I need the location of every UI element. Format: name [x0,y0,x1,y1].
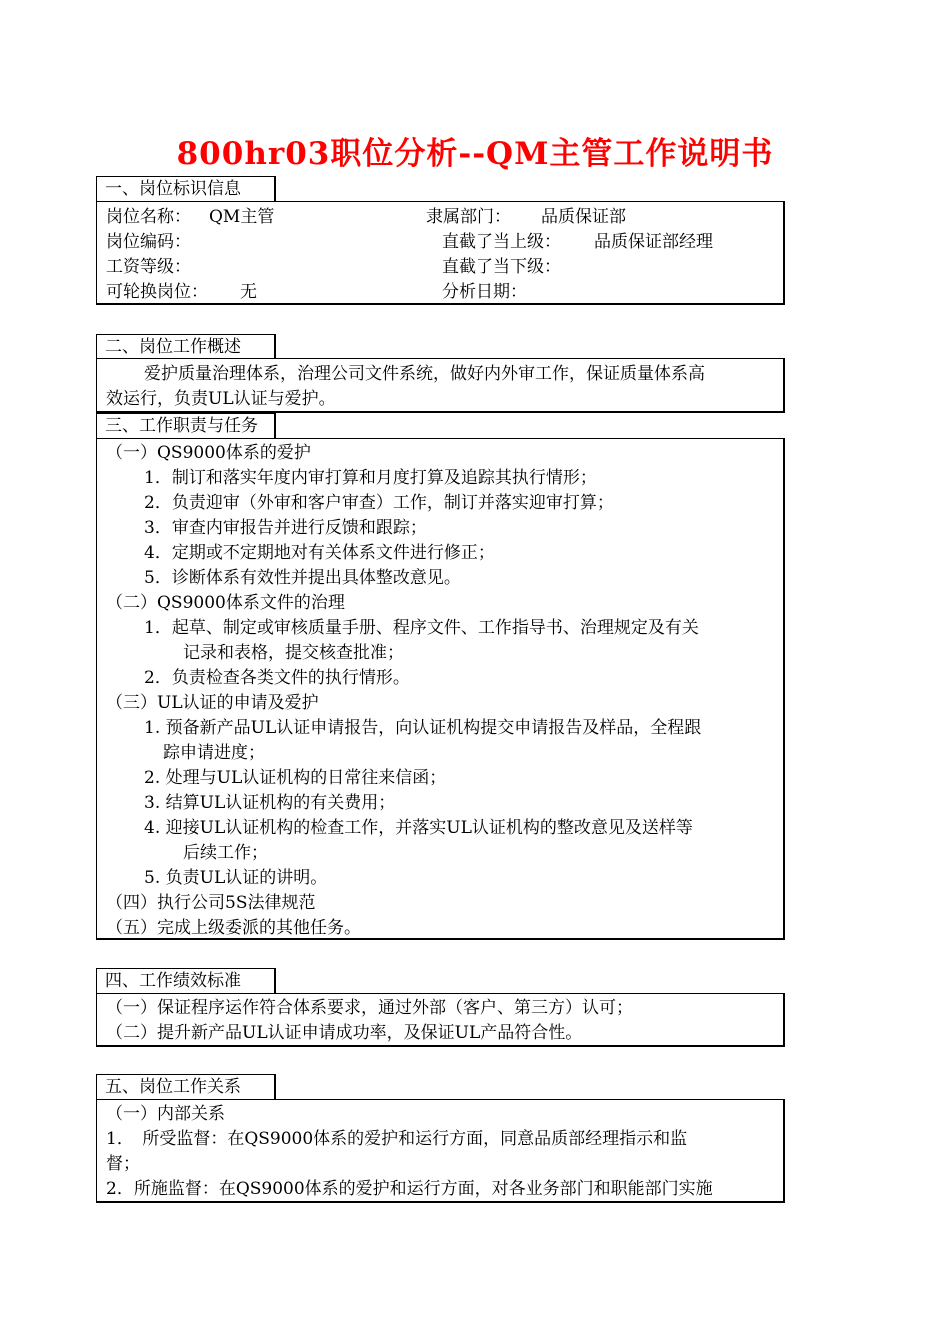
duty-item-continuation: 踪申请进度； [163,743,265,763]
relationship-item-continuation: 督； [106,1154,140,1174]
position-code-label: 岗位编码： [106,232,191,252]
duty-item: 2. 处理与UL认证机构的日常往来信函； [144,768,447,788]
direct-superior-label: 直截了当上级： [442,232,561,252]
analysis-date-label: 分析日期： [442,282,527,302]
duty-item: 2．负责检查各类文件的执行情形。 [144,668,410,688]
duty-item: 5．诊断体系有效性并提出具体整改意见。 [144,568,461,588]
performance-item: （二）提升新产品UL认证申请成功率，及保证UL产品符合性。 [106,1023,583,1043]
job-overview-line-1: 爱护质量治理体系，治理公司文件系统，做好内外审工作，保证质量体系高 [144,364,705,384]
section-header-position-info: 一、岗位标识信息 [96,176,276,201]
duty-item: 1. 预备新产品UL认证申请报告，向认证机构提交申请报告及样品，全程跟 [144,718,702,738]
rotation-position-label: 可轮换岗位： [106,282,208,302]
duty-group-2: （二）QS9000体系文件的治理 [106,593,345,613]
performance-box [96,993,785,1047]
relationship-group: （一）内部关系 [106,1104,225,1124]
relationship-item: 2．所施监督：在QS9000体系的爱护和运行方面，对各业务部门和职能部门实施 [106,1179,713,1199]
duty-item-continuation: 后续工作； [183,843,268,863]
duty-item: 4．定期或不定期地对有关体系文件进行修正； [144,543,495,563]
document-title: 800hr03职位分析--QM主管工作说明书 [176,136,774,172]
duty-group-5: （五）完成上级委派的其他任务。 [106,918,361,938]
salary-grade-label: 工资等级： [106,257,191,277]
performance-item: （一）保证程序运作符合体系要求，通过外部（客户、第三方）认可； [106,998,633,1018]
duties-box [96,438,785,940]
direct-superior-value: 品质保证部经理 [594,232,713,252]
relationship-item: 1． 所受监督：在QS9000体系的爱护和运行方面，同意品质部经理指示和监 [106,1129,688,1149]
section-header-duties: 三、工作职责与任务 [96,413,276,438]
department-value: 品质保证部 [541,207,626,227]
job-overview-line-2: 效运行，负责UL认证与爱护。 [106,389,336,409]
duty-group-4: （四）执行公司5S法律规范 [106,893,316,913]
duty-item: 2．负责迎审（外审和客户审查）工作，制订并落实迎审打算； [144,493,614,513]
direct-subordinate-label: 直截了当下级： [442,257,561,277]
duty-item: 3．审查内审报告并进行反馈和跟踪； [144,518,427,538]
section-header-relationships: 五、岗位工作关系 [96,1074,276,1099]
duty-group-1: （一）QS9000体系的爱护 [106,443,311,463]
section-header-performance: 四、工作绩效标准 [96,968,276,993]
duty-item: 5. 负责UL认证的讲明。 [144,868,328,888]
position-name-label: 岗位名称： [106,207,191,227]
position-info-box [96,201,785,305]
department-label: 隶属部门： [426,207,511,227]
job-overview-box [96,358,785,413]
duty-group-3: （三）UL认证的申请及爱护 [106,693,319,713]
relationships-box [96,1099,785,1203]
duty-item: 1．起草、制定或审核质量手册、程序文件、工作指导书、治理规定及有关 [144,618,699,638]
position-name-value: QM主管 [209,207,275,227]
duty-item: 3. 结算UL认证机构的有关费用； [144,793,396,813]
rotation-position-value: 无 [240,282,257,302]
duty-item: 4. 迎接UL认证机构的检查工作，并落实UL认证机构的整改意见及送样等 [144,818,693,838]
duty-item-continuation: 记录和表格，提交核查批准； [183,643,404,663]
duty-item: 1．制订和落实年度内审打算和月度打算及追踪其执行情形； [144,468,597,488]
section-header-job-overview: 二、岗位工作概述 [96,334,276,359]
